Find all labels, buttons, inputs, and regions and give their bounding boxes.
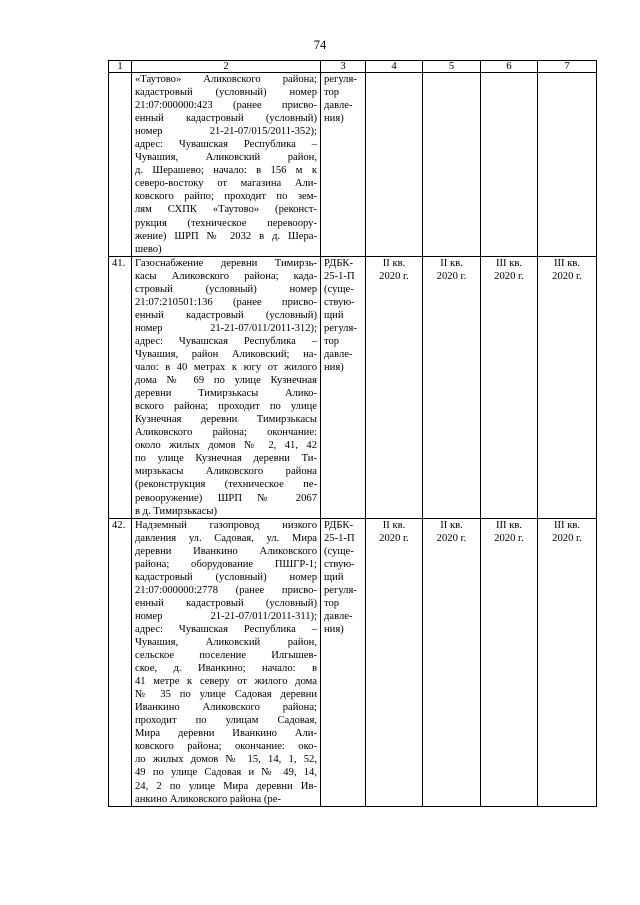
description-line: Газоснабжение деревни Тимирзь- (135, 257, 317, 269)
description-line: ревооружение) ШРП № 2067 (135, 492, 317, 504)
quarter-date-q7 (538, 73, 597, 257)
code-line: 25-1-П (324, 532, 355, 544)
quarter-date-q6 (481, 73, 538, 257)
description-line: 21:07:210501:136 (ранее присво- (135, 296, 317, 308)
quarter-date-q4 (366, 73, 423, 257)
description-line: рукция (техническое перевоору- (135, 217, 317, 229)
description-line: номер 21-21-07/011/2011-312); (135, 322, 317, 334)
code-line: тор (324, 335, 340, 347)
column-number: 3 (321, 61, 366, 73)
description-line: енный кадастровый (условный) (135, 597, 317, 609)
object-description (132, 256, 321, 518)
description-line: сельское поселение Илгышев- (135, 650, 317, 662)
code-line: ствую- (324, 296, 355, 308)
description-line: кадастровый (условный) номер (135, 571, 317, 583)
table-row (109, 518, 597, 806)
quarter-line: 2020 г. (552, 532, 582, 544)
code-line: ния) (324, 362, 344, 374)
description-line: ское, д. Иванкино; начало: в (135, 663, 317, 675)
table-row (109, 256, 597, 518)
description-line: деревни Иванкино Аликовского (135, 545, 317, 557)
quarter-line: II кв. (440, 257, 463, 269)
object-description (132, 518, 321, 806)
code-line: РДБК- (324, 257, 353, 269)
row-number: 41. (109, 256, 132, 518)
document-table (108, 60, 597, 807)
column-number: 6 (481, 61, 538, 73)
code-line: щий (324, 571, 344, 583)
description-line: анкино Аликовского района (ре- (135, 793, 281, 805)
code-line: ствую- (324, 558, 355, 570)
description-line: жение) ШРП № 2032 в д. Шера- (135, 230, 317, 242)
column-number: 2 (132, 61, 321, 73)
description-line: 41 метре к северу от жилого дома (135, 676, 317, 688)
quarter-date-q4 (366, 256, 423, 518)
description-line: «Таутово» Аликовского района; (135, 74, 317, 85)
description-line: деревни Тимирзькасы Алико- (135, 388, 317, 400)
quarter-line: III кв. (495, 519, 523, 531)
quarter-line: 2020 г. (379, 532, 409, 544)
description-line: мирзькасы Аликовского района (135, 466, 317, 478)
description-line: 21:07:000000:423 (ранее присво- (135, 100, 317, 112)
description-line: Иванкино Аликовского района; (135, 702, 317, 714)
quarter-line: 2020 г. (552, 270, 582, 282)
description-line: ло жилых домов № 15, 14, 1, 52, (135, 754, 317, 766)
description-line: енный кадастровый (условный) (135, 113, 317, 125)
quarter-line: III кв. (553, 519, 581, 531)
description-line: адрес: Чувашская Республика – (135, 335, 317, 347)
description-line: в д. Тимирзькасы) (135, 505, 218, 517)
quarter-line: III кв. (495, 257, 523, 269)
description-line: енный кадастровый (условный) (135, 309, 317, 321)
description-line: Чувашия, Аликовский район, (135, 637, 317, 649)
quarter-date-q7 (538, 256, 597, 518)
code-line: (суще- (324, 545, 354, 557)
code-line: давле- (324, 610, 353, 622)
description-line: лям СХПК «Таутово» (реконст- (135, 204, 317, 216)
row-number: 42. (109, 518, 132, 806)
description-line: д. Шерашево; начало: в 156 м к (135, 165, 317, 177)
code-line: тор (324, 87, 340, 99)
code-line: давле- (324, 348, 353, 360)
quarter-line: 2020 г. (379, 270, 409, 282)
description-line: № 35 по улице Садовая деревни (135, 689, 317, 701)
quarter-line: 2020 г. (436, 532, 467, 544)
quarter-line: II кв. (382, 519, 406, 531)
description-line: 21:07:000000:2778 (ранее присво- (135, 584, 317, 596)
description-line: Чувашия, Аликовский район, (135, 152, 317, 164)
quarter-date-q6 (481, 256, 538, 518)
description-line: Надземный газопровод низкого (135, 519, 317, 531)
description-line: давления ул. Садовая, ул. Мира (135, 532, 317, 544)
object-description (132, 73, 321, 257)
description-line: вского района; проходит по улице (135, 401, 317, 413)
page-number: 74 (313, 38, 327, 52)
column-number: 1 (109, 61, 132, 73)
quarter-date-q5 (423, 73, 481, 257)
code-line: тор (324, 597, 340, 609)
quarter-line: III кв. (553, 257, 581, 269)
column-number: 4 (366, 61, 423, 73)
description-line: Аликовского района; окончание: (135, 427, 317, 439)
equipment-code (321, 256, 366, 518)
description-line: района; оборудование ПШГР-1; (135, 558, 317, 570)
quarter-line: 2020 г. (436, 270, 467, 282)
description-line: по улице Кузнечная деревни Ти- (135, 453, 317, 465)
code-line: ния) (324, 623, 344, 635)
description-line: адрес: Чувашская Республика – (135, 623, 317, 635)
code-line: регуля- (324, 322, 357, 334)
code-line: регуля- (324, 74, 357, 85)
description-line: номер 21-21-07/015/2011-352); (135, 126, 317, 138)
code-line: давле- (324, 100, 353, 112)
description-line: Мира деревни Иванкино Али- (135, 728, 317, 740)
description-line: Кузнечная деревни Тимирзькасы (135, 414, 317, 426)
description-line: дома № 69 по улице Кузнечная (135, 375, 317, 387)
description-line: Чувашия, район Аликовский; на- (135, 348, 317, 360)
description-line: кадастровый (условный) номер (135, 87, 317, 99)
description-line: (реконструкция (техническое пе- (135, 479, 317, 491)
quarter-line: 2020 г. (494, 532, 524, 544)
code-line: (суще- (324, 283, 354, 295)
description-line: проходит по улицам Садовая, (135, 715, 317, 727)
quarter-date-q5 (423, 518, 481, 806)
description-line: 49 по улице Садовая и № 49, 14, (135, 767, 317, 779)
quarter-date-q6 (481, 518, 538, 806)
equipment-code (321, 73, 366, 257)
description-line: стровый (условный) номер (135, 283, 317, 295)
quarter-date-q5 (423, 256, 481, 518)
description-line: касы Аликовского района; када- (135, 270, 317, 282)
code-line: щий (324, 309, 344, 321)
description-line: адрес: Чувашская Республика – (135, 139, 317, 151)
row-number (109, 73, 132, 257)
quarter-date-q7 (538, 518, 597, 806)
quarter-line: 2020 г. (494, 270, 524, 282)
equipment-code (321, 518, 366, 806)
description-line: 24, 2 по улице Мира деревни Ив- (135, 780, 317, 792)
code-line: ния) (324, 113, 344, 125)
description-line: номер 21-21-07/011/2011-311); (135, 610, 317, 622)
code-line: РДБК- (324, 519, 353, 531)
description-line: ковского района; окончание: око- (135, 741, 317, 753)
quarter-line: II кв. (440, 519, 463, 531)
quarter-line: II кв. (382, 257, 406, 269)
description-line: шево) (135, 243, 162, 255)
column-number-row (109, 61, 597, 73)
code-line: 25-1-П (324, 270, 355, 282)
description-line: чало: в 40 метрах к югу от жилого (135, 362, 317, 374)
column-number: 7 (538, 61, 597, 73)
quarter-date-q4 (366, 518, 423, 806)
description-line: северо-востоку от магазина Али- (135, 178, 317, 190)
table-row (109, 73, 597, 257)
description-line: около жилых домов № 2, 41, 42 (135, 440, 317, 452)
description-line: ковского райпо; проходит по зем- (135, 191, 317, 203)
code-line: регуля- (324, 584, 357, 596)
column-number: 5 (423, 61, 481, 73)
